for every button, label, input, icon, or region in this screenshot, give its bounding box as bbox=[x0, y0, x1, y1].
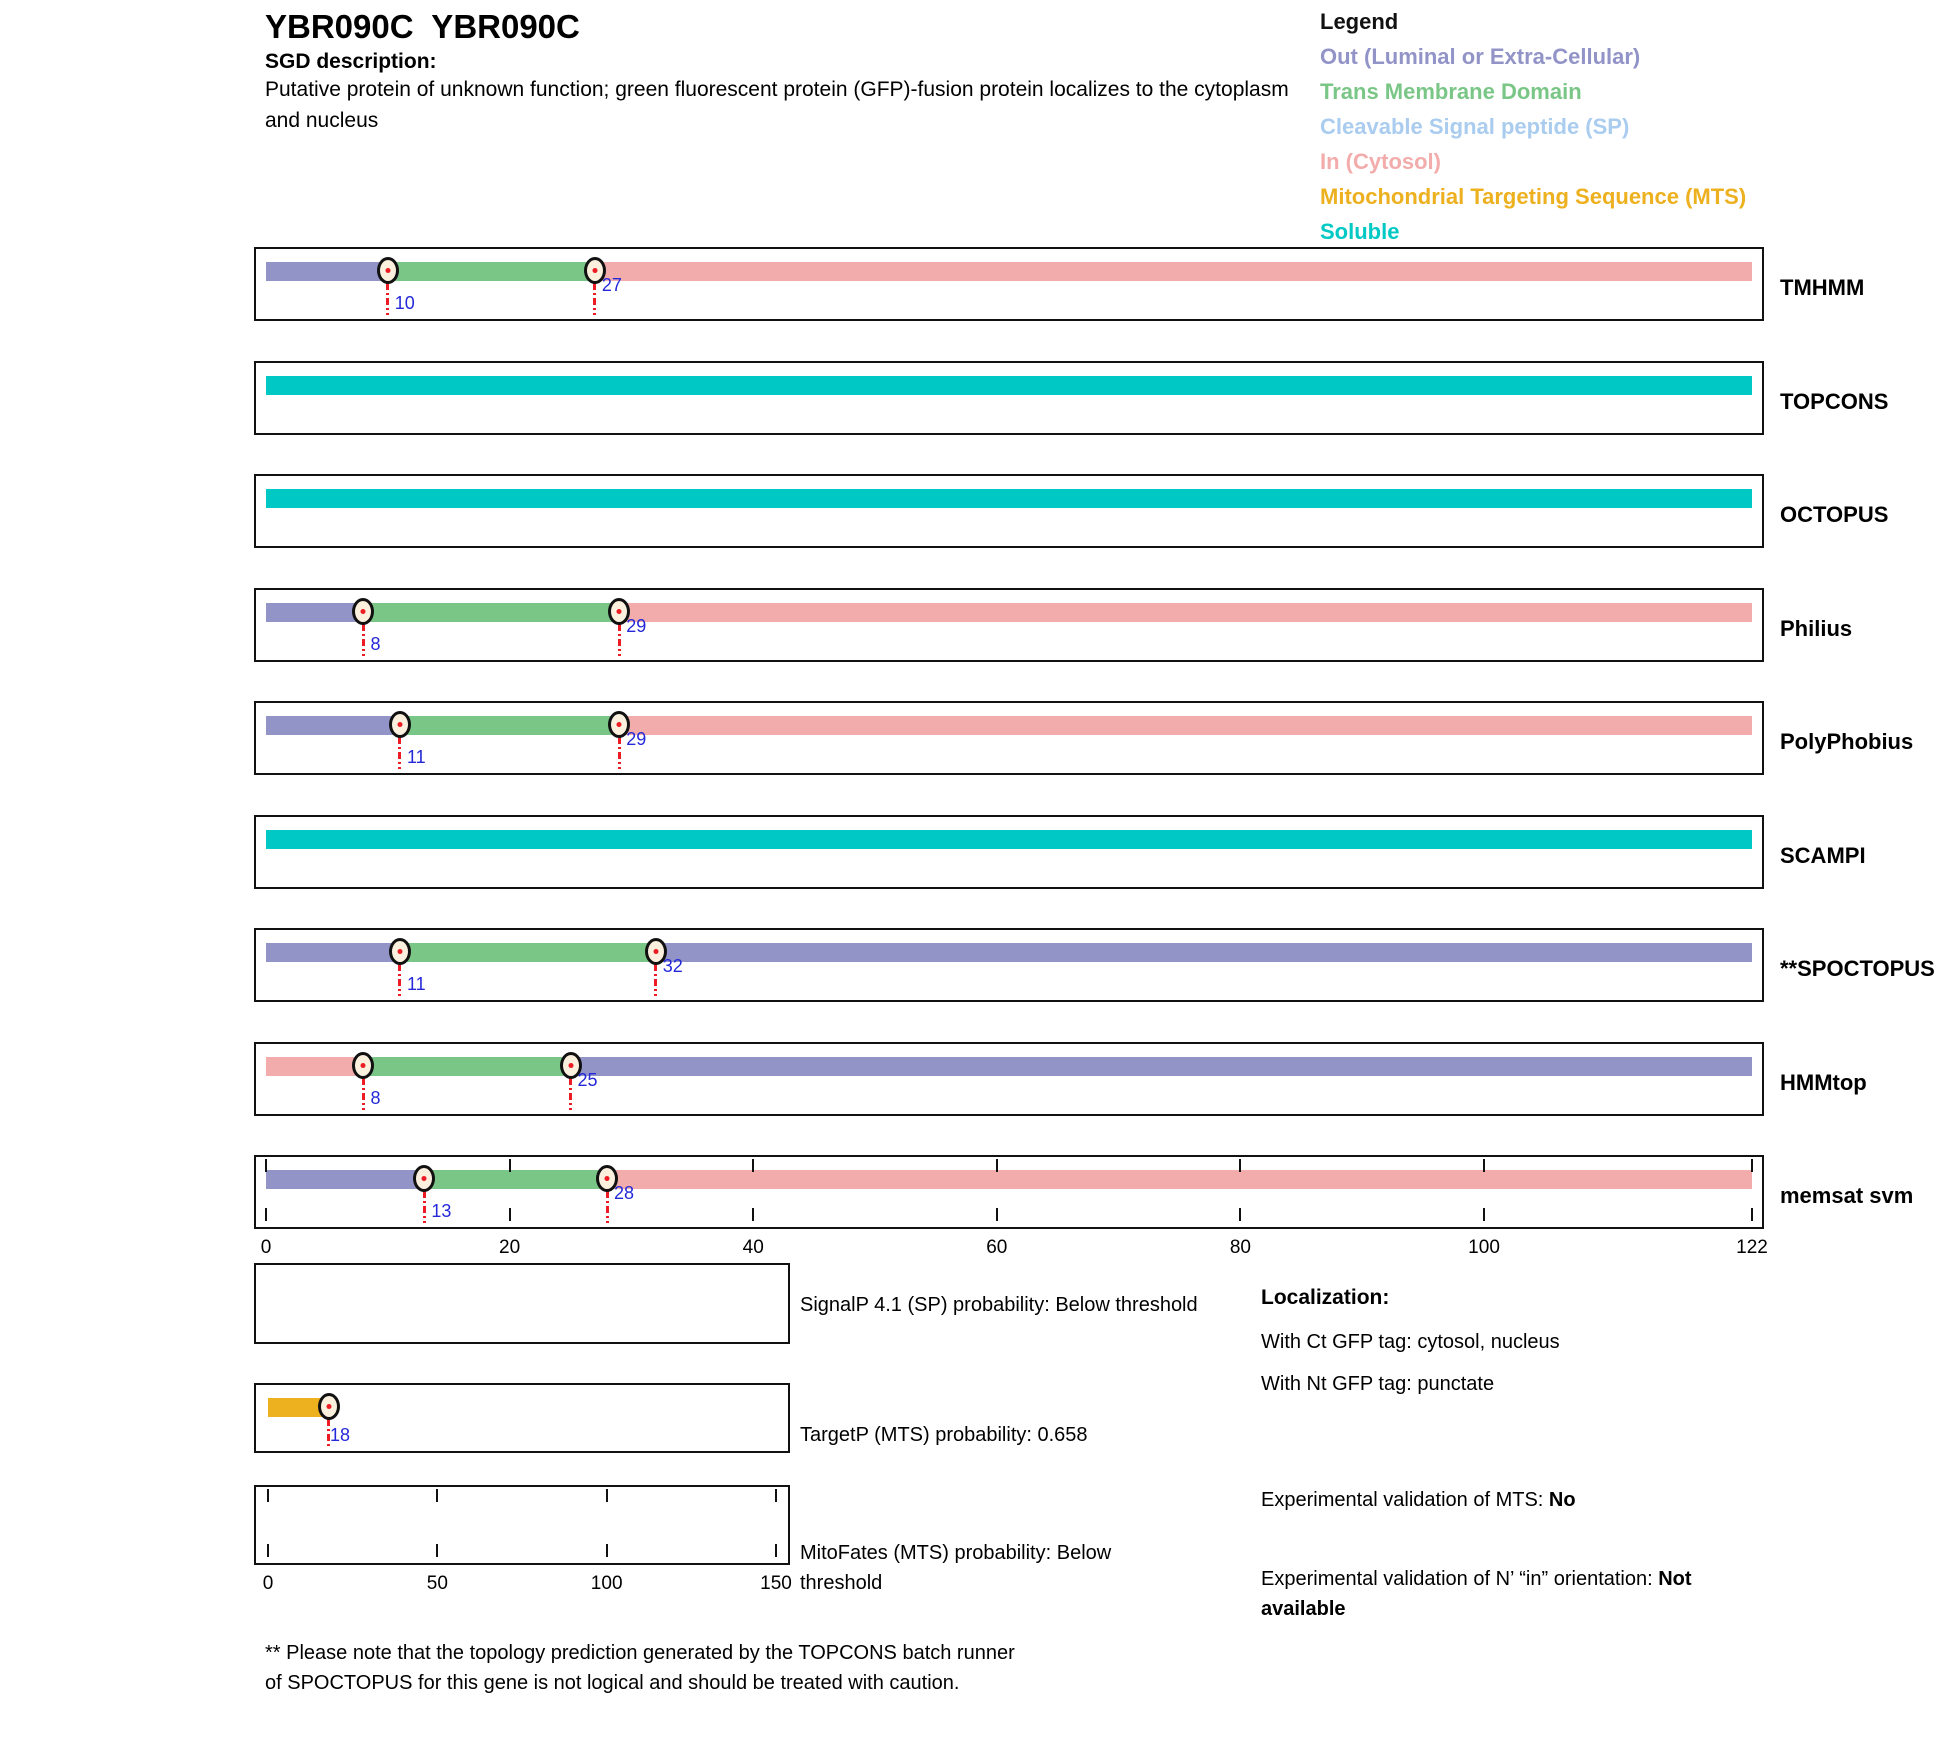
axis-tick bbox=[606, 1489, 608, 1502]
topology-bar-segment bbox=[595, 262, 1752, 281]
legend-item-tm: Trans Membrane Domain bbox=[1320, 79, 1582, 104]
sgd-description-text: Putative protein of unknown function; green fluorescent protein (GFP)-fusion protein localizes to the cytoplasm and nucleus bbox=[265, 78, 1289, 132]
axis-tick bbox=[1483, 1159, 1485, 1172]
axis-tick-label: 80 bbox=[1229, 1237, 1251, 1258]
topology-bar-segment bbox=[656, 943, 1752, 962]
axis-tick-label: 40 bbox=[742, 1237, 764, 1258]
boundary-line bbox=[386, 283, 389, 315]
axis-tick bbox=[996, 1208, 998, 1221]
topology-bar-segment bbox=[266, 489, 1752, 508]
orientation-validation-value: Not available bbox=[1261, 1568, 1692, 1620]
boundary-line bbox=[593, 283, 596, 315]
probability-plot-label: TargetP (MTS) probability: 0.658 bbox=[800, 1424, 1088, 1446]
boundary-position-label: 10 bbox=[394, 293, 415, 313]
legend-item-out: Out (Luminal or Extra-Cellular) bbox=[1320, 44, 1641, 69]
track-row bbox=[254, 1155, 1768, 1258]
sgd-description-heading: SGD description: bbox=[265, 50, 437, 73]
probability-plot-row bbox=[254, 1485, 792, 1594]
mts-validation-line bbox=[1261, 1485, 1731, 1515]
topology-bar-segment bbox=[266, 262, 388, 281]
track-label: memsat svm bbox=[1780, 1183, 1914, 1208]
boundary-position-label: 27 bbox=[601, 275, 622, 295]
orientation-validation-label: Experimental validation of N’ “in” orientation: bbox=[1261, 1568, 1659, 1590]
legend-item-soluble: Soluble bbox=[1320, 219, 1400, 244]
track-label: TOPCONS bbox=[1780, 388, 1889, 414]
mts-validation-value: No bbox=[1548, 1489, 1576, 1511]
ct-gfp-line: With Ct GFP tag: cytosol, nucleus bbox=[1261, 1331, 1560, 1353]
page-title: YBR090C YBR090C bbox=[265, 8, 580, 45]
track-row bbox=[254, 361, 1764, 435]
spoctopus-footnote: ** Please note that the topology prediction generated by the TOPCONS batch runner of SPOCTOPUS for this gene is not logical and should be treated with caution. bbox=[265, 1642, 1015, 1694]
topology-bar-segment bbox=[266, 603, 363, 622]
topology-bar-segment bbox=[363, 603, 619, 622]
axis-tick bbox=[1239, 1208, 1241, 1221]
topology-bar-segment bbox=[266, 830, 1752, 849]
boundary-position-label: 32 bbox=[662, 956, 683, 976]
localization-heading: Localization: bbox=[1261, 1286, 1390, 1309]
track-row bbox=[254, 474, 1764, 548]
boundary-line bbox=[362, 1078, 365, 1110]
topology-bar-segment bbox=[619, 603, 1752, 622]
axis-tick-label: 0 bbox=[262, 1573, 274, 1594]
track-label: Philius bbox=[1780, 615, 1853, 641]
track-row bbox=[254, 701, 1764, 775]
axis-tick bbox=[265, 1208, 267, 1221]
probability-plot-row bbox=[254, 1383, 790, 1453]
boundary-position-label: 11 bbox=[406, 974, 426, 994]
boundary-line bbox=[654, 964, 657, 996]
track-label: **SPOCTOPUS bbox=[1780, 956, 1935, 981]
track-row bbox=[254, 588, 1764, 662]
boundary-marker-icon bbox=[377, 257, 399, 284]
axis-tick bbox=[267, 1489, 269, 1502]
boundary-position-label: 13 bbox=[431, 1201, 452, 1221]
axis-tick-label: 150 bbox=[760, 1573, 792, 1594]
legend-item-mts: Mitochondrial Targeting Sequence (MTS) bbox=[1320, 184, 1747, 209]
boundary-line bbox=[618, 624, 621, 656]
boundary-line bbox=[398, 964, 401, 996]
boundary-marker-icon bbox=[318, 1393, 340, 1420]
axis-tick bbox=[267, 1544, 269, 1557]
topology-bar-segment bbox=[363, 1057, 570, 1076]
boundary-line bbox=[398, 737, 401, 769]
axis-tick-label: 50 bbox=[426, 1573, 448, 1594]
boundary-line bbox=[618, 737, 621, 769]
topology-bar-segment bbox=[424, 1170, 607, 1189]
boundary-marker-icon bbox=[389, 938, 411, 965]
axis-tick bbox=[1239, 1159, 1241, 1172]
boundary-line bbox=[423, 1191, 426, 1223]
probability-plot-label: SignalP 4.1 (SP) probability: Below threshold bbox=[800, 1294, 1198, 1316]
axis-tick bbox=[775, 1544, 777, 1557]
topology-bar-segment bbox=[266, 1057, 363, 1076]
axis-tick-label: 100 bbox=[590, 1573, 623, 1594]
axis-tick-label: 100 bbox=[1468, 1237, 1500, 1258]
track-label: SCAMPI bbox=[1780, 842, 1866, 868]
track-row bbox=[254, 247, 1764, 321]
boundary-position-label: 29 bbox=[626, 729, 647, 749]
axis-tick bbox=[436, 1489, 438, 1502]
boundary-position-label: 29 bbox=[626, 615, 647, 636]
axis-tick bbox=[775, 1489, 777, 1502]
track-label: PolyPhobius bbox=[1780, 729, 1914, 754]
topology-bar-segment bbox=[266, 376, 1752, 395]
boundary-position-label: 18 bbox=[329, 1425, 350, 1445]
axis-tick bbox=[1483, 1208, 1485, 1221]
boundary-position-label: 25 bbox=[577, 1069, 598, 1090]
nt-gfp-line: With Nt GFP tag: punctate bbox=[1261, 1373, 1495, 1395]
boundary-line bbox=[606, 1191, 609, 1223]
axis-tick bbox=[265, 1159, 267, 1172]
topology-bar-segment bbox=[400, 716, 619, 735]
probability-plot-row bbox=[254, 1263, 790, 1344]
topology-bar-segment bbox=[619, 716, 1752, 735]
topology-bar-segment bbox=[607, 1170, 1752, 1189]
topology-bar-segment bbox=[266, 716, 400, 735]
track-row bbox=[254, 928, 1764, 1002]
boundary-position-label: 11 bbox=[406, 747, 426, 767]
axis-tick-label: 0 bbox=[260, 1237, 272, 1258]
topology-bar-segment bbox=[266, 943, 400, 962]
track-label: HMMtop bbox=[1780, 1069, 1867, 1095]
axis-tick bbox=[752, 1159, 754, 1172]
legend bbox=[1320, 4, 1746, 249]
axis-tick bbox=[509, 1159, 511, 1172]
boundary-position-label: 8 bbox=[370, 633, 381, 654]
probability-plot-label: MitoFates (MTS) probability: Below threshold bbox=[800, 1542, 1112, 1594]
axis-tick-label: 60 bbox=[986, 1237, 1008, 1258]
axis-tick bbox=[509, 1208, 511, 1221]
boundary-position-label: 28 bbox=[614, 1183, 635, 1203]
track-label: TMHMM bbox=[1780, 275, 1865, 300]
boundary-position-label: 8 bbox=[370, 1087, 381, 1108]
orientation-validation-line bbox=[1261, 1564, 1719, 1624]
axis-tick bbox=[752, 1208, 754, 1221]
axis-tick-label: 20 bbox=[499, 1237, 521, 1258]
boundary-marker-icon bbox=[352, 1052, 374, 1079]
topology-bar-segment bbox=[388, 262, 595, 281]
track-row bbox=[254, 815, 1764, 889]
boundary-line bbox=[362, 624, 365, 656]
legend-item-sp: Cleavable Signal peptide (SP) bbox=[1320, 114, 1630, 139]
axis-tick bbox=[1751, 1208, 1753, 1221]
legend-title: Legend bbox=[1320, 9, 1399, 34]
boundary-line bbox=[569, 1078, 572, 1110]
axis-tick bbox=[606, 1544, 608, 1557]
boundary-marker-icon bbox=[352, 598, 374, 625]
topology-bar-segment bbox=[571, 1057, 1752, 1076]
topology-bar-segment bbox=[266, 1170, 424, 1189]
axis-tick-label: 122 bbox=[1736, 1237, 1768, 1258]
axis-tick bbox=[436, 1544, 438, 1557]
topology-bar-segment bbox=[400, 943, 656, 962]
legend-item-in: In (Cytosol) bbox=[1320, 149, 1441, 174]
track-row bbox=[254, 1042, 1764, 1116]
boundary-marker-icon bbox=[389, 711, 411, 738]
axis-tick bbox=[1751, 1159, 1753, 1172]
track-label: OCTOPUS bbox=[1780, 502, 1889, 527]
axis-tick bbox=[996, 1159, 998, 1172]
mts-validation-label: Experimental validation of MTS: bbox=[1261, 1489, 1549, 1511]
